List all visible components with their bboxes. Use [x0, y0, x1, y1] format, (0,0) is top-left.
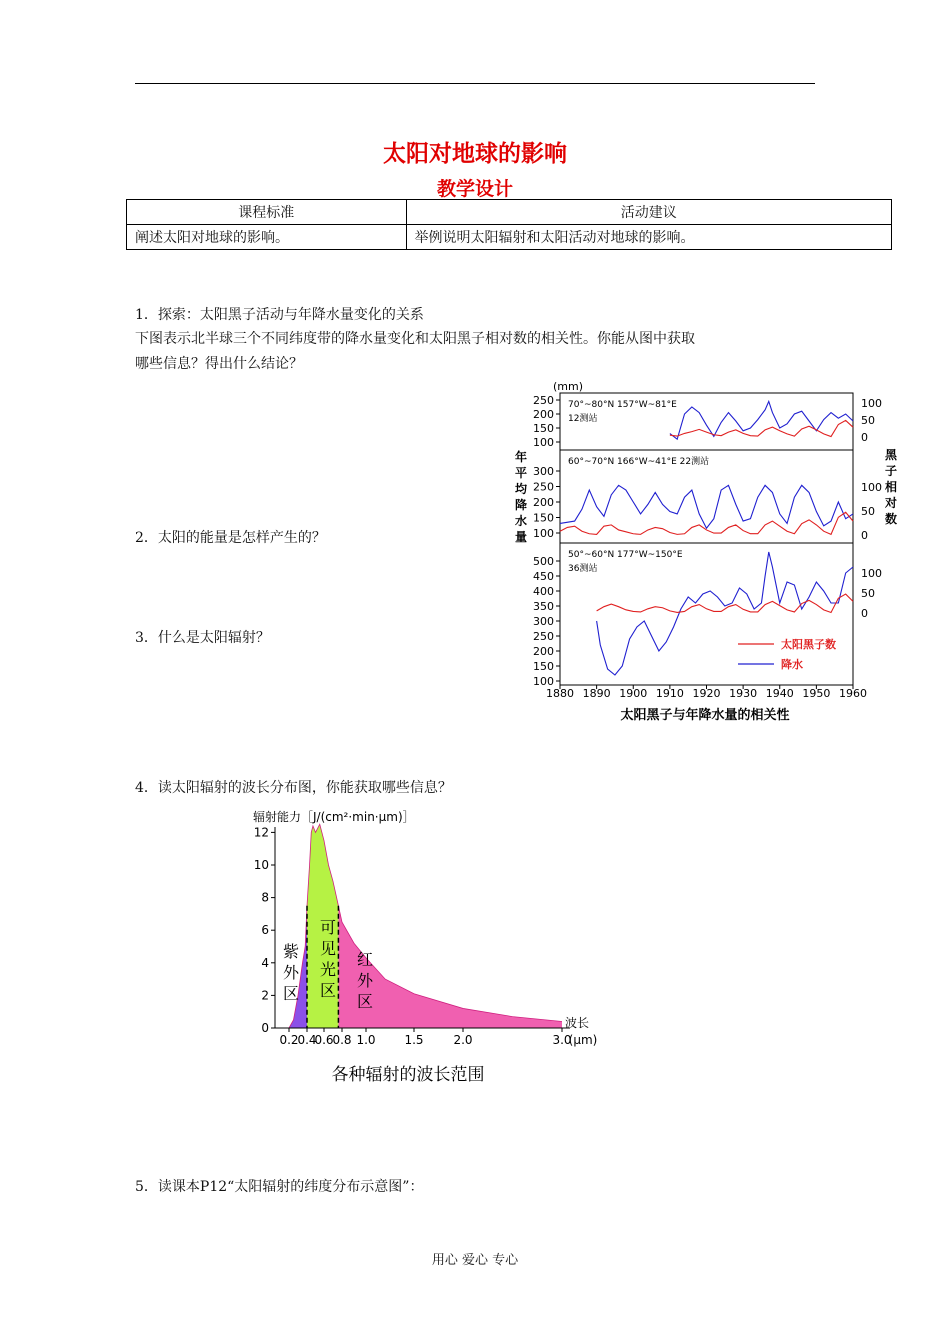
- panel-frame: [560, 543, 853, 685]
- y-tick-label: 10: [253, 858, 269, 872]
- x-tick-label: 1890: [582, 687, 611, 700]
- x-tick-label: 1960: [839, 687, 867, 700]
- y-tick-label: 2: [261, 988, 269, 1003]
- x-axis-unit: (μm): [568, 1033, 598, 1047]
- chart-title: 各种辐射的波长范围: [331, 1065, 485, 1085]
- x-tick-label: 1900: [619, 687, 648, 700]
- y-axis-title-char: 年: [514, 450, 528, 464]
- y-tick-label: 200: [533, 496, 554, 509]
- document-title: 太阳对地球的影响: [383, 141, 567, 167]
- y-tick-label: 450: [533, 570, 554, 583]
- question-3: 3．什么是太阳辐射？: [135, 630, 270, 646]
- y-tick-label: 12: [253, 825, 269, 840]
- y-tick-label: 4: [261, 955, 269, 970]
- y-axis-title-char: 平: [514, 466, 528, 480]
- region-label-char: 外: [282, 963, 300, 982]
- y2-tick-label: 50: [861, 505, 875, 518]
- sunspot-precipitation-chart: [510, 375, 905, 730]
- y-tick-label: 100: [533, 675, 554, 688]
- y-tick-label: 100: [533, 527, 554, 540]
- region-label: [283, 942, 300, 1003]
- y2-tick-label: 0: [861, 607, 868, 620]
- region-label-char: 红: [356, 950, 374, 969]
- legend: [738, 637, 836, 671]
- region-label-char: 区: [282, 984, 300, 1003]
- y-tick-label: 500: [533, 555, 554, 568]
- precipitation-series-line: [560, 485, 853, 528]
- y-tick-label: 8: [261, 890, 269, 905]
- x-tick-label: 3.0: [552, 1033, 572, 1047]
- chart-panel: [533, 543, 882, 688]
- y-tick-label: 200: [533, 645, 554, 658]
- y2-tick-label: 100: [861, 397, 882, 410]
- y2-tick-label: 50: [861, 414, 875, 427]
- region-label-char: 光: [319, 960, 337, 979]
- panel-label: 70°~80°N 157°W~81°E: [568, 400, 677, 410]
- y2-tick-label: 0: [861, 431, 868, 444]
- x-tick-label: 1920: [692, 687, 721, 700]
- table-header-row: [127, 200, 892, 225]
- x-tick-label: 0.4: [297, 1033, 317, 1047]
- table-cell: 阐述太阳对地球的影响。: [127, 225, 407, 250]
- y2-axis-title-char: 黑: [884, 448, 898, 462]
- table-header-cell: 活动建议: [406, 200, 891, 225]
- chart-title: 太阳黑子与年降水量的相关性: [620, 708, 790, 723]
- y2-tick-label: 100: [861, 481, 882, 494]
- y2-tick-label: 100: [861, 567, 882, 580]
- x-tick-label: 1950: [802, 687, 831, 700]
- radiation-wavelength-chart: [245, 805, 615, 1090]
- y-axis-title-char: 均: [514, 482, 528, 496]
- y-tick-label: 6: [261, 923, 269, 938]
- header-rule: [135, 83, 815, 84]
- sunspot-series-line: [670, 420, 853, 436]
- y-tick-label: 400: [533, 585, 554, 598]
- table-row: [127, 225, 892, 250]
- y2-axis-title-char: 子: [884, 464, 898, 478]
- y-tick-label: 250: [533, 480, 554, 494]
- x-tick-label: 1880: [546, 687, 574, 700]
- y-tick-label: 150: [533, 511, 554, 525]
- region-label-char: 区: [356, 992, 374, 1011]
- y-tick-label: 350: [533, 600, 554, 613]
- x-tick-label: 0.8: [332, 1033, 352, 1047]
- y-axis-title-char: 量: [514, 530, 528, 544]
- y-axis-title: [515, 449, 528, 544]
- region-label-char: 见: [319, 939, 337, 958]
- y2-axis-title-char: 数: [884, 512, 898, 526]
- panel-label: 50°~60°N 177°W~150°E: [568, 550, 683, 560]
- y-axis-title-char: 水: [514, 514, 528, 528]
- curriculum-table: [126, 199, 892, 250]
- footer-motto: 用心 爱心 专心: [431, 1253, 519, 1268]
- y-tick-label: 250: [533, 394, 554, 407]
- precipitation-series-line: [597, 552, 853, 675]
- question-1-text: 下图表示北半球三个不同纬度带的降水量变化和太阳黑子相对数的相关性。你能从图中获取: [135, 331, 695, 347]
- y2-tick-label: 50: [861, 587, 875, 600]
- region-label-char: 外: [356, 971, 374, 990]
- x-tick-label: 1930: [729, 687, 758, 700]
- legend-label-sunspot: 太阳黑子数: [781, 638, 836, 651]
- y-tick-label: 250: [533, 630, 554, 643]
- region-label: [357, 950, 374, 1011]
- chart-panel: [533, 393, 882, 450]
- question-1-title: 1．探索：太阳黑子活动与年降水量变化的关系: [135, 307, 424, 323]
- question-4: 4．读太阳辐射的波长分布图，你能获取哪些信息？: [135, 780, 452, 796]
- chart-panel: [533, 450, 882, 543]
- legend-label-precipitation: 降水: [781, 658, 803, 671]
- y-tick-label: 100: [533, 436, 554, 449]
- y-tick-label: 200: [533, 408, 554, 421]
- x-tick-label: 1.0: [356, 1033, 376, 1047]
- table-cell: 举例说明太阳辐射和太阳活动对地球的影响。: [406, 225, 891, 250]
- region-label-char: 区: [319, 981, 337, 1000]
- y2-axis-title: [884, 448, 898, 526]
- panel-station-label: 12测站: [568, 414, 598, 424]
- unit-label: (mm): [553, 380, 584, 393]
- y-axis-title-char: 降: [514, 498, 528, 512]
- y-tick-label: 300: [533, 465, 554, 478]
- question-5: 5．读课本P12“太阳辐射的纬度分布示意图”：: [135, 1179, 424, 1195]
- x-tick-label: 0.6: [314, 1033, 334, 1047]
- x-tick-label: 0.2: [279, 1033, 299, 1047]
- document-subtitle: 教学设计: [436, 178, 513, 200]
- question-2: 2．太阳的能量是怎样产生的？: [135, 530, 326, 546]
- region-label-char: 可: [319, 918, 337, 937]
- y2-tick-label: 0: [861, 529, 868, 542]
- y-tick-label: 0: [261, 1021, 269, 1035]
- y-tick-label: 150: [533, 422, 554, 435]
- region-label-char: 紫: [282, 942, 300, 961]
- y2-axis-title-char: 相: [884, 480, 898, 494]
- panel-station-label: 36测站: [568, 564, 598, 574]
- x-tick-label: 1940: [765, 687, 794, 700]
- x-tick-label: 1.5: [404, 1033, 424, 1047]
- y-tick-label: 300: [533, 615, 554, 628]
- y-tick-label: 150: [533, 660, 554, 673]
- panel-label: 60°~70°N 166°W~41°E 22测站: [568, 457, 710, 467]
- x-axis-title: 波长: [564, 1016, 590, 1030]
- y2-axis-title-char: 对: [884, 496, 898, 510]
- x-tick-label: 2.0: [453, 1033, 473, 1047]
- x-tick-label: 1910: [655, 687, 684, 700]
- sunspot-series-line: [597, 594, 853, 612]
- y-axis-title: 辐射能力［J/(cm²·min·μm)］: [253, 810, 415, 824]
- question-1-text-cont: 哪些信息？得出什么结论？: [135, 356, 303, 372]
- table-header-cell: 课程标准: [127, 200, 407, 225]
